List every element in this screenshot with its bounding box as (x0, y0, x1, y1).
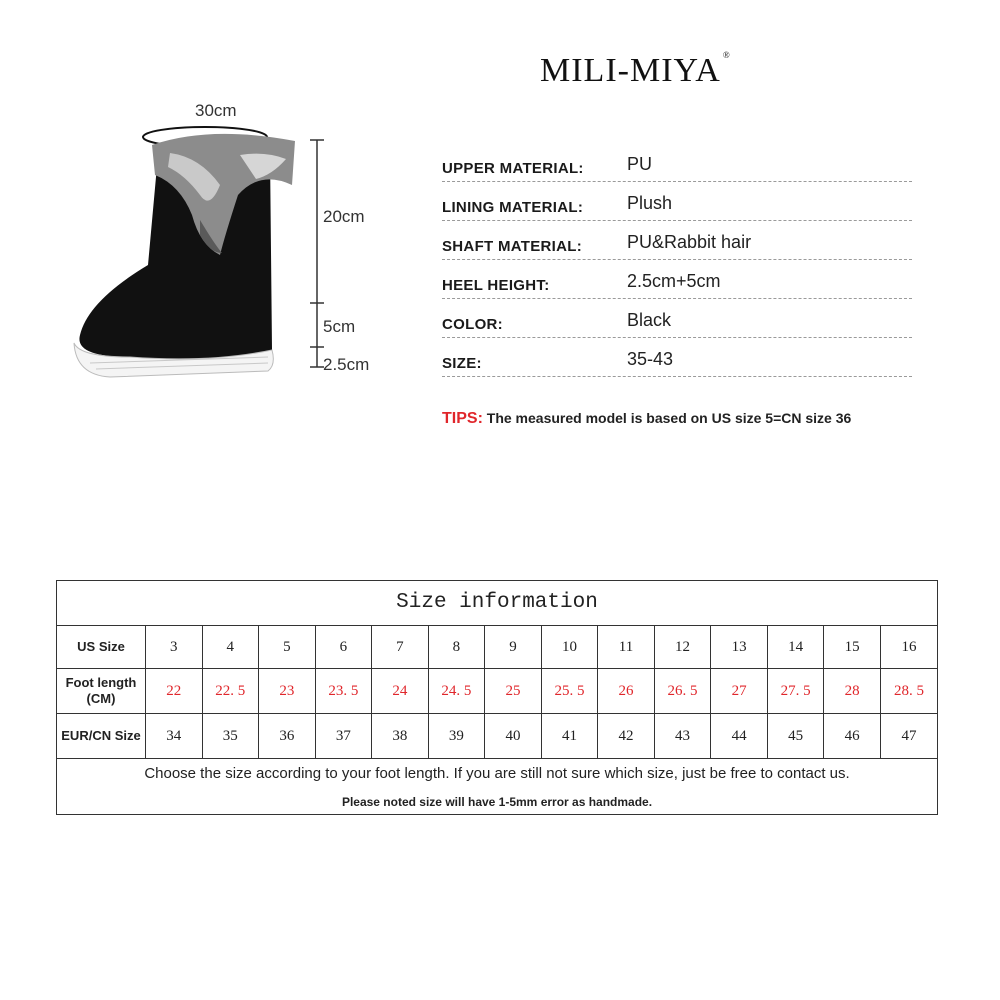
foot-cell: 27 (711, 669, 768, 714)
registered-mark: ® (722, 50, 731, 60)
dim-wedge-height: 5cm (323, 317, 356, 336)
spec-key: LINING MATERIAL: (442, 199, 584, 216)
size-table (56, 580, 938, 815)
spec-row-size (442, 338, 912, 377)
tips-text: The measured model is based on US size 5=CN size 36 (486, 410, 852, 426)
spec-row-upper (442, 143, 912, 182)
spec-value: Black (627, 310, 672, 330)
size-table-title: Size information (57, 581, 937, 626)
eur-cell: 34 (146, 714, 203, 759)
foot-cell: 23. 5 (315, 669, 372, 714)
table-row-us (57, 626, 937, 669)
tips-note (442, 410, 851, 428)
spec-value: 2.5cm+5cm (627, 271, 721, 291)
us-cell: 8 (428, 626, 485, 669)
row-label-eur: EUR/CN Size (57, 714, 146, 759)
table-row-foot (57, 669, 937, 714)
size-note-secondary: Please noted size will have 1-5mm error as handmade. (341, 795, 653, 809)
foot-cell: 23 (259, 669, 316, 714)
foot-cell: 26. 5 (654, 669, 711, 714)
foot-cell: 26 (598, 669, 655, 714)
us-cell: 3 (146, 626, 203, 669)
foot-cell: 22 (146, 669, 203, 714)
spec-value: PU&Rabbit hair (627, 232, 752, 252)
spec-row-color (442, 299, 912, 338)
eur-cell: 47 (880, 714, 937, 759)
eur-cell: 42 (598, 714, 655, 759)
us-cell: 13 (711, 626, 768, 669)
foot-cell: 27. 5 (767, 669, 824, 714)
eur-cell: 39 (428, 714, 485, 759)
eur-cell: 44 (711, 714, 768, 759)
us-cell: 16 (880, 626, 937, 669)
spec-row-lining (442, 182, 912, 221)
dim-shaft-height: 20cm (323, 207, 365, 226)
size-grid (57, 626, 937, 759)
us-cell: 14 (767, 626, 824, 669)
spec-key: SIZE: (442, 355, 482, 372)
foot-cell: 28 (824, 669, 881, 714)
spec-value: Plush (627, 193, 673, 213)
boot-image (60, 95, 400, 395)
spec-list (442, 143, 912, 377)
spec-key: UPPER MATERIAL: (442, 160, 584, 177)
spec-key: HEEL HEIGHT: (442, 277, 550, 294)
us-cell: 10 (541, 626, 598, 669)
eur-cell: 37 (315, 714, 372, 759)
spec-value: PU (627, 154, 653, 174)
spec-value: 35-43 (627, 349, 674, 369)
us-cell: 9 (485, 626, 542, 669)
row-label-us: US Size (57, 626, 146, 669)
foot-cell: 25. 5 (541, 669, 598, 714)
eur-cell: 40 (485, 714, 542, 759)
dim-sole-height: 2.5cm (323, 355, 370, 374)
spec-key: COLOR: (442, 316, 503, 333)
boot-illustration (60, 95, 400, 395)
eur-cell: 46 (824, 714, 881, 759)
us-cell: 4 (202, 626, 259, 669)
brand-name: MILI-MIYA (540, 52, 721, 89)
foot-cell: 25 (485, 669, 542, 714)
eur-cell: 38 (372, 714, 429, 759)
foot-cell: 24 (372, 669, 429, 714)
spec-row-heel (442, 260, 912, 299)
us-cell: 12 (654, 626, 711, 669)
foot-cell: 24. 5 (428, 669, 485, 714)
us-cell: 11 (598, 626, 655, 669)
us-cell: 5 (259, 626, 316, 669)
us-cell: 6 (315, 626, 372, 669)
eur-cell: 45 (767, 714, 824, 759)
spec-key: SHAFT MATERIAL: (442, 238, 583, 255)
eur-cell: 36 (259, 714, 316, 759)
eur-cell: 43 (654, 714, 711, 759)
dim-circumference: 30cm (195, 101, 237, 120)
foot-cell: 22. 5 (202, 669, 259, 714)
us-cell: 15 (824, 626, 881, 669)
table-row-eur (57, 714, 937, 759)
size-note-primary: Choose the size according to your foot length. If you are still not sure which size, just be free to contact us. (144, 765, 850, 782)
spec-row-shaft (442, 221, 912, 260)
eur-cell: 35 (202, 714, 259, 759)
row-label-foot: Foot length (CM) (57, 669, 146, 714)
foot-cell: 28. 5 (880, 669, 937, 714)
brand-logo (540, 52, 731, 90)
us-cell: 7 (372, 626, 429, 669)
tips-label: TIPS: (442, 410, 483, 427)
eur-cell: 41 (541, 714, 598, 759)
